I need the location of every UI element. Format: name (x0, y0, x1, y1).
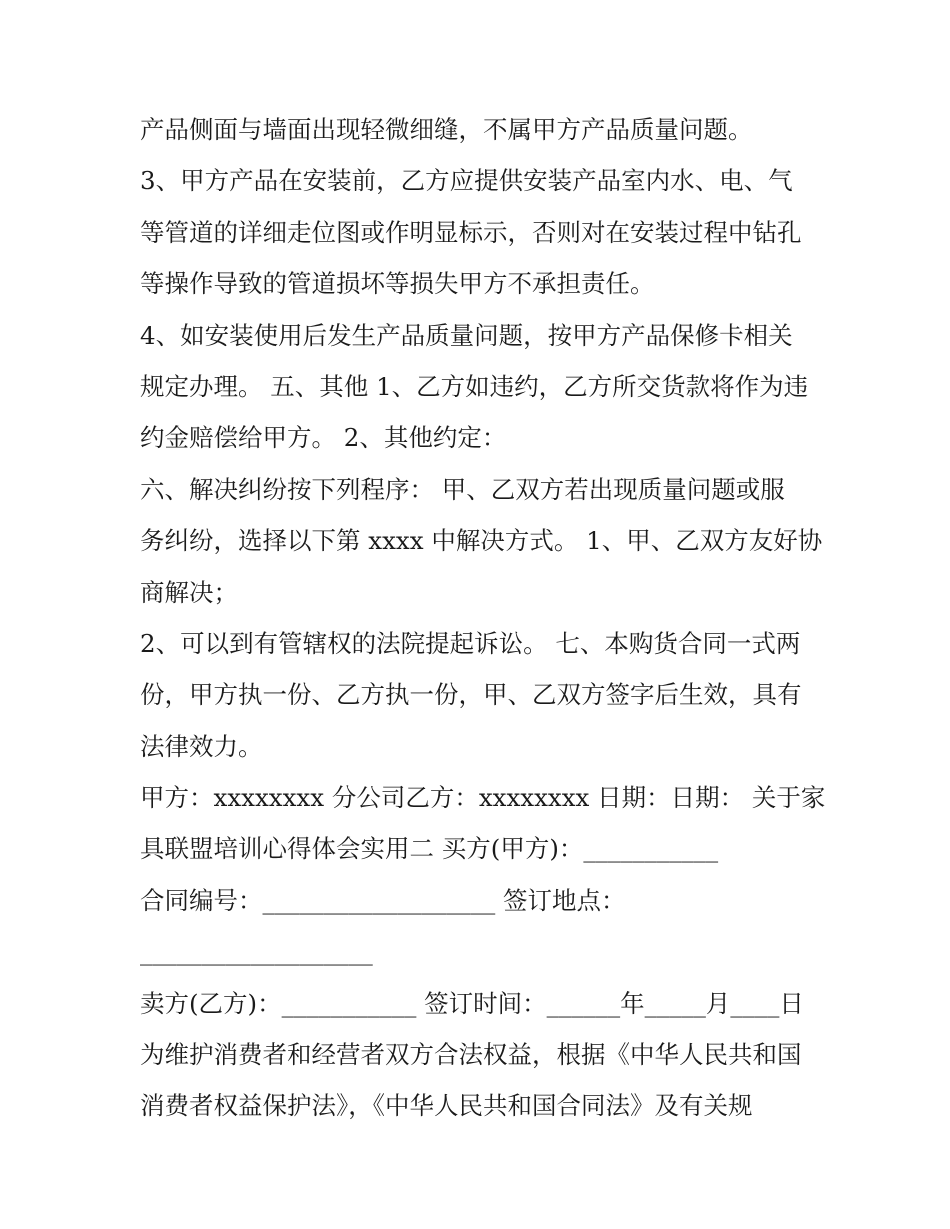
text-line: 4、如安装使用后发生产品质量问题，按甲方产品保修卡相关 (140, 320, 793, 350)
text-line: 等操作导致的管道损坏等损失甲方不承担责任。 (140, 269, 655, 299)
text-line: 等管道的详细走位图或作明显标示，否则对在安装过程中钻孔 (140, 217, 802, 247)
text-line: ___________________ (140, 937, 373, 967)
text-line: 甲方：xxxxxxxx 分公司乙方：xxxxxxxx 日期：日期： 关于家 (140, 783, 826, 813)
text-line: 六、解决纠纷按下列程序： 甲、乙双方若出现质量问题或服 (140, 474, 785, 504)
text-line: 份，甲方执一份、乙方执一份，甲、乙双方签字后生效，具有 (140, 680, 802, 710)
text-line: 合同编号：___________________ 签订地点： (140, 885, 626, 915)
text-line: 务纠纷，选择以下第 xxxx 中解决方式。 1、甲、乙双方友好协 (140, 526, 823, 556)
text-line: 3、甲方产品在安装前，乙方应提供安装产品室内水、电、气 (140, 166, 793, 196)
text-line: 规定办理。 五、其他 1、乙方如违约，乙方所交货款将作为违 (140, 371, 809, 401)
text-line: 消费者权益保护法》，《中华人民共和国合同法》及有关规 (140, 1091, 753, 1121)
text-line: 具联盟培训心得体会实用二 买方(甲方)：___________ (140, 834, 719, 864)
text-line: 卖方(乙方)：___________ 签订时间：______年_____月____日 (140, 988, 804, 1018)
text-line: 为维护消费者和经营者双方合法权益，根据《中华人民共和国 (140, 1040, 802, 1070)
text-line: 2、可以到有管辖权的法院提起诉讼。 七、本购货合同一式两 (140, 628, 801, 658)
contract-body-text (140, 104, 826, 1132)
text-line: 商解决； (140, 577, 238, 607)
text-line: 约金赔偿给甲方。 2、其他约定： (140, 423, 507, 453)
text-line: 法律效力。 (140, 731, 263, 761)
text-line: 产品侧面与墙面出现轻微细缝，不属甲方产品质量问题。 (140, 115, 753, 144)
